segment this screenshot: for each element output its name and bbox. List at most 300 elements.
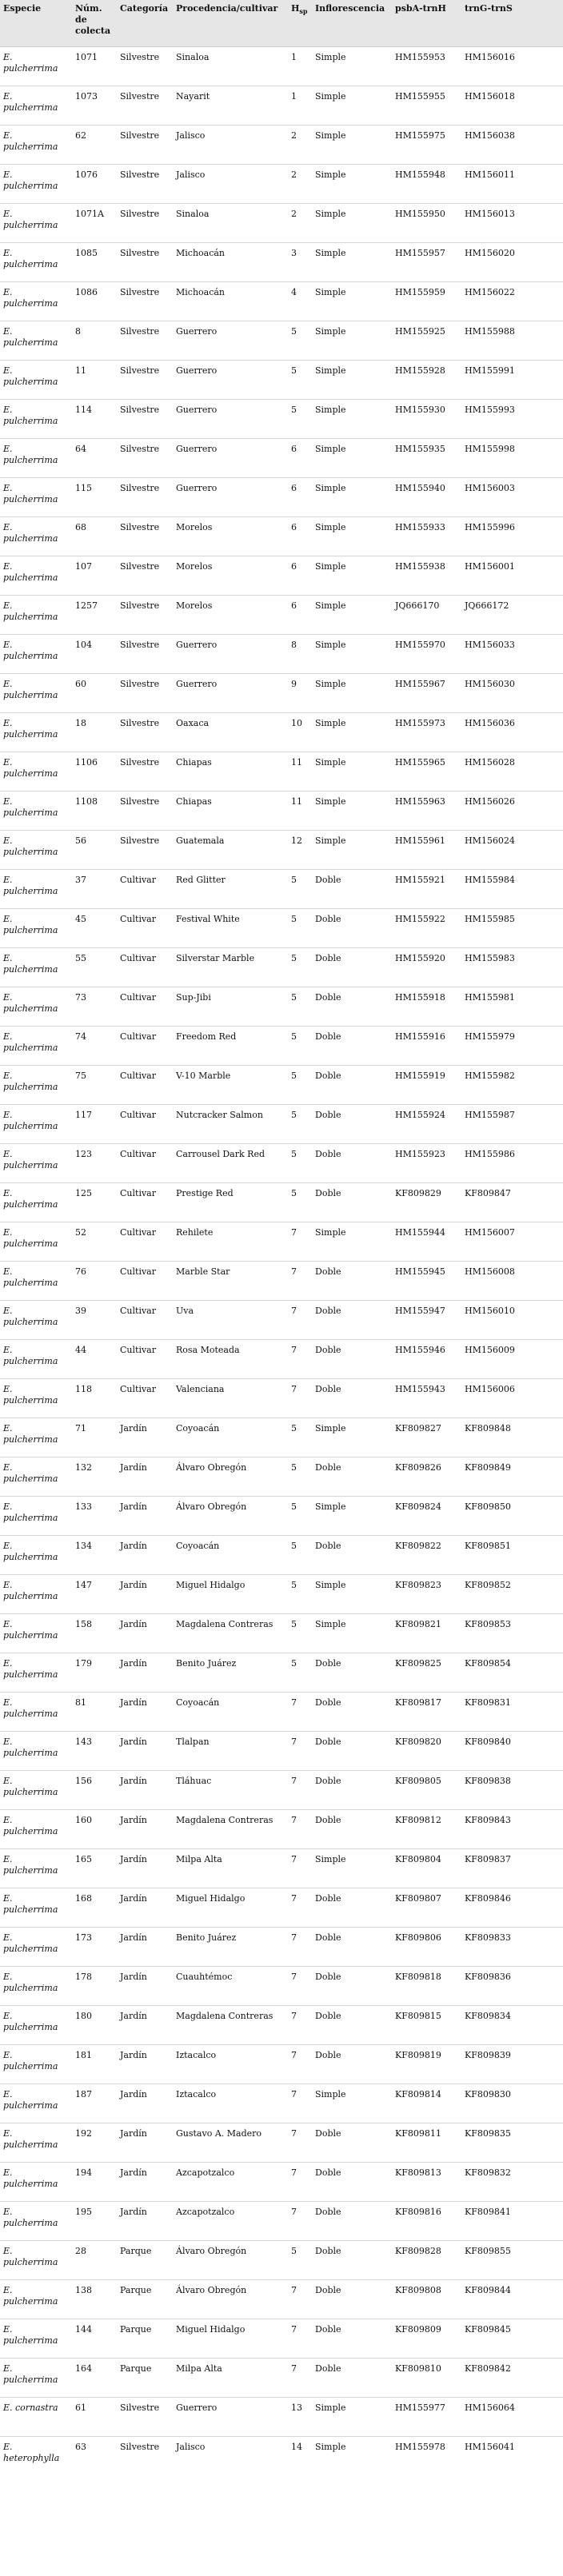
cell-origin: Jalisco	[173, 125, 288, 164]
cell-psba-trnh: KF809809	[392, 2319, 461, 2358]
cell-collection: 73	[72, 987, 117, 1026]
cell-trng-trns: HM155983	[461, 947, 563, 987]
cell-trng-trns: JQ666172	[461, 595, 563, 634]
table-row	[0, 2397, 563, 2436]
cell-trng-trns: HM156009	[461, 1339, 563, 1378]
cell-species: E. pulcherrima	[0, 1692, 72, 1731]
cell-collection: 156	[72, 1770, 117, 1809]
cell-species: E. pulcherrima	[0, 752, 72, 791]
table-row	[0, 673, 563, 712]
cell-species: E. pulcherrima	[0, 908, 72, 947]
cell-origin: Coyoacán	[173, 1535, 288, 1574]
cell-psba-trnh: HM155930	[392, 399, 461, 438]
cell-haplotype: 3	[288, 242, 312, 281]
cell-species: E. pulcherrima	[0, 203, 72, 242]
cell-inflorescence: Doble	[312, 1966, 392, 2005]
cell-species: E. pulcherrima	[0, 987, 72, 1026]
cell-species: E. pulcherrima	[0, 1065, 72, 1104]
cell-category: Cultivar	[117, 987, 173, 1026]
cell-species: E. pulcherrima	[0, 1731, 72, 1770]
cell-category: Jardín	[117, 1770, 173, 1809]
cell-trng-trns: HM156016	[461, 46, 563, 86]
cell-haplotype: 2	[288, 203, 312, 242]
table-row	[0, 2279, 563, 2319]
cell-inflorescence: Simple	[312, 673, 392, 712]
cell-origin: Nutcracker Salmon	[173, 1104, 288, 1143]
cell-species: E. pulcherrima	[0, 556, 72, 595]
cell-psba-trnh: KF809805	[392, 1770, 461, 1809]
cell-origin: Magdalena Contreras	[173, 1809, 288, 1848]
cell-species: E. pulcherrima	[0, 1457, 72, 1496]
cell-category: Cultivar	[117, 947, 173, 987]
cell-psba-trnh: JQ666170	[392, 595, 461, 634]
cell-psba-trnh: HM155924	[392, 1104, 461, 1143]
cell-inflorescence: Doble	[312, 2201, 392, 2240]
cell-haplotype: 5	[288, 399, 312, 438]
cell-haplotype: 7	[288, 2162, 312, 2201]
table-body	[0, 46, 563, 2475]
cell-collection: 144	[72, 2319, 117, 2358]
cell-trng-trns: HM156038	[461, 125, 563, 164]
cell-trng-trns: HM156020	[461, 242, 563, 281]
cell-inflorescence: Doble	[312, 1731, 392, 1770]
cell-origin: Azcapotzalco	[173, 2162, 288, 2201]
cell-psba-trnh: HM155940	[392, 477, 461, 516]
cell-category: Silvestre	[117, 830, 173, 869]
cell-inflorescence: Simple	[312, 2084, 392, 2123]
cell-inflorescence: Doble	[312, 1535, 392, 1574]
cell-category: Silvestre	[117, 673, 173, 712]
cell-category: Silvestre	[120, 2441, 160, 2452]
cell-trng-trns: KF809837	[461, 1848, 563, 1888]
cell-collection: 1086	[72, 281, 117, 321]
cell-collection: 143	[72, 1731, 117, 1770]
cell-species: E. pulcherrima	[0, 1770, 72, 1809]
cell-species: E. pulcherrima	[0, 869, 72, 908]
cell-category: Parque	[117, 2358, 173, 2397]
cell-trng-trns: HM155987	[461, 1104, 563, 1143]
cell-psba-trnh: KF809819	[392, 2044, 461, 2084]
cell-origin: Iztacalco	[173, 2084, 288, 2123]
cell-collection: 76	[72, 1261, 117, 1300]
cell-haplotype: 5	[288, 360, 312, 399]
cell-haplotype: 7	[288, 1731, 312, 1770]
cell-species: E. pulcherrima	[0, 46, 72, 86]
cell-haplotype: 2	[288, 125, 312, 164]
table-row	[0, 1457, 563, 1496]
cell-haplotype: 6	[288, 477, 312, 516]
cell-inflorescence: Simple	[312, 1496, 392, 1535]
cell-psba-trnh: HM155953	[392, 46, 461, 86]
cell-species: E. pulcherrima	[0, 1809, 72, 1848]
cell-category: Cultivar	[117, 1261, 173, 1300]
cell-inflorescence: Simple	[312, 242, 392, 281]
cell-psba-trnh: KF809814	[392, 2084, 461, 2123]
cell-haplotype: 7	[288, 1927, 312, 1966]
cell-haplotype: 5	[288, 1574, 312, 1613]
cell-inflorescence: Simple	[312, 203, 392, 242]
cell-haplotype: 5	[288, 1143, 312, 1182]
cell-category: Jardín	[117, 2162, 173, 2201]
cell-psba-trnh: KF809815	[392, 2005, 461, 2044]
cell-haplotype: 5	[288, 1182, 312, 1222]
cell-haplotype: 11	[288, 791, 312, 830]
cell-species: E. pulcherrima	[0, 2005, 72, 2044]
cell-haplotype: 7	[288, 1339, 312, 1378]
cell-inflorescence: Doble	[312, 1300, 392, 1339]
cell-category: Cultivar	[117, 1378, 173, 1418]
cell-collection: 164	[72, 2358, 117, 2397]
cell-origin: Álvaro Obregón	[173, 1457, 288, 1496]
cell-haplotype: 6	[288, 556, 312, 595]
cell-species: E. pulcherrima	[0, 281, 72, 321]
cell-origin: Guerrero	[173, 321, 288, 360]
cell-inflorescence: Simple	[312, 2397, 392, 2436]
cell-haplotype: 7	[288, 1848, 312, 1888]
table-row	[0, 2123, 563, 2162]
cell-category: Jardín	[117, 2123, 173, 2162]
cell-inflorescence: Simple	[312, 1613, 392, 1653]
table-row	[0, 1339, 563, 1378]
cell-inflorescence: Simple	[312, 595, 392, 634]
table-row	[0, 1496, 563, 1535]
table-row	[0, 791, 563, 830]
cell-category: Silvestre	[117, 752, 173, 791]
cell-collection: 132	[72, 1457, 117, 1496]
cell-psba-trnh: HM155938	[392, 556, 461, 595]
cell-species: E. pulcherrima	[0, 125, 72, 164]
cell-collection: 61	[72, 2397, 117, 2436]
cell-psba-trnh: KF809813	[392, 2162, 461, 2201]
cell-haplotype: 5	[288, 1653, 312, 1692]
cell-trng-trns: HM155986	[461, 1143, 563, 1182]
cell-trng-trns: KF809836	[461, 1966, 563, 2005]
table-row	[0, 947, 563, 987]
cell-psba-trnh: HM155970	[392, 634, 461, 673]
cell-category: Jardín	[117, 1731, 173, 1770]
cell-origin: Magdalena Contreras	[173, 1613, 288, 1653]
cell-collection: 1071A	[72, 203, 117, 242]
cell-haplotype: 5	[288, 1418, 312, 1457]
table-row	[0, 2319, 563, 2358]
cell-inflorescence: Simple	[312, 556, 392, 595]
cell-species: E. pulcherrima	[0, 947, 72, 987]
cell-category: Silvestre	[117, 595, 173, 634]
cell-category: Cultivar	[117, 1143, 173, 1182]
cell-category: Jardín	[117, 1613, 173, 1653]
cell-trng-trns: HM156022	[461, 281, 563, 321]
cell-trng-trns: HM155982	[461, 1065, 563, 1104]
cell-psba-trnh: KF809810	[392, 2358, 461, 2397]
cell-haplotype: 5	[288, 1613, 312, 1653]
cell-species: E. pulcherrima	[0, 1613, 72, 1653]
cell-collection: 52	[72, 1222, 117, 1261]
cell-trng-trns: HM156026	[461, 791, 563, 830]
cell-species: E. pulcherrima	[0, 86, 72, 125]
cell-category: Jardín	[117, 1653, 173, 1692]
cell-origin: Coyoacán	[173, 1418, 288, 1457]
table-row	[0, 987, 563, 1026]
cell-collection: 44	[72, 1339, 117, 1378]
cell-trng-trns: HM156030	[461, 673, 563, 712]
cell-origin: Nayarit	[173, 86, 288, 125]
cell-psba-trnh: HM155918	[392, 987, 461, 1026]
cell-psba-trnh: HM155916	[392, 1026, 461, 1065]
cell-collection: 178	[72, 1966, 117, 2005]
cell-trng-trns: KF809832	[461, 2162, 563, 2201]
cell-origin: Azcapotzalco	[173, 2201, 288, 2240]
cell-origin: Guerrero	[173, 2397, 288, 2436]
cell-trng-trns: KF809839	[461, 2044, 563, 2084]
table-row	[0, 2201, 563, 2240]
cell-species: E. pulcherrima	[0, 2358, 72, 2397]
cell-inflorescence: Doble	[312, 2279, 392, 2319]
cell-category: Silvestre	[117, 164, 173, 203]
cell-origin: Cuauhtémoc	[173, 1966, 288, 2005]
table-row	[0, 1104, 563, 1143]
table-row	[0, 1809, 563, 1848]
cell-collection: 195	[72, 2201, 117, 2240]
table-row	[0, 1065, 563, 1104]
cell-origin: Coyoacán	[173, 1692, 288, 1731]
cell-category: Silvestre	[117, 281, 173, 321]
cell-category: Jardín	[117, 1848, 173, 1888]
table-row	[0, 281, 563, 321]
cell-inflorescence: Doble	[312, 1104, 392, 1143]
cell-origin: Festival White	[173, 908, 288, 947]
cell-trng-trns: KF809850	[461, 1496, 563, 1535]
cell-haplotype: 5	[288, 321, 312, 360]
table-row	[0, 712, 563, 752]
cell-origin: Guerrero	[173, 360, 288, 399]
cell-collection: 179	[72, 1653, 117, 1692]
cell-collection: 68	[72, 516, 117, 556]
cell-inflorescence: Simple	[312, 1418, 392, 1457]
table-row	[0, 2162, 563, 2201]
cell-species: E. pulcherrima	[0, 1888, 72, 1927]
cell-collection: 118	[72, 1378, 117, 1418]
cell-species: E. pulcherrima	[0, 1378, 72, 1418]
cell-collection: 1073	[72, 86, 117, 125]
cell-origin: Jalisco	[176, 2441, 206, 2452]
cell-trng-trns: HM156007	[461, 1222, 563, 1261]
cell-category: Cultivar	[117, 1339, 173, 1378]
table-row	[0, 595, 563, 634]
cell-origin: Guerrero	[173, 634, 288, 673]
cell-collection: 1257	[72, 595, 117, 634]
cell-haplotype: 7	[288, 2123, 312, 2162]
table-row	[0, 2084, 563, 2123]
cell-inflorescence: Doble	[312, 2162, 392, 2201]
header-haplotype-sub: sp	[299, 7, 308, 16]
cell-species: E. pulcherrima	[0, 360, 72, 399]
cell-category: Parque	[117, 2319, 173, 2358]
cell-species: E. cornastra	[0, 2397, 72, 2436]
cell-collection: 115	[72, 477, 117, 516]
cell-inflorescence: Simple	[312, 360, 392, 399]
cell-inflorescence: Doble	[312, 1888, 392, 1927]
cell-trng-trns: KF809844	[461, 2279, 563, 2319]
cell-trng-trns: KF809847	[461, 1182, 563, 1222]
cell-psba-trnh: HM155963	[392, 791, 461, 830]
cell-trng-trns: HM156028	[461, 752, 563, 791]
cell-collection: 81	[72, 1692, 117, 1731]
cell-category: Cultivar	[117, 1026, 173, 1065]
cell-trng-trns: KF809854	[461, 1653, 563, 1692]
cell-psba-trnh: HM155933	[392, 516, 461, 556]
cell-inflorescence: Doble	[312, 2005, 392, 2044]
cell-collection: 114	[72, 399, 117, 438]
cell-species: E. pulcherrima	[0, 595, 72, 634]
cell-origin: Valenciana	[173, 1378, 288, 1418]
cell-inflorescence: Simple	[312, 125, 392, 164]
cell-species: E. pulcherrima	[0, 477, 72, 516]
cell-origin: Uva	[173, 1300, 288, 1339]
cell-collection: 180	[72, 2005, 117, 2044]
cell-psba-trnh: HM155944	[392, 1222, 461, 1261]
cell-psba-trnh: KF809828	[392, 2240, 461, 2279]
cell-collection: 74	[72, 1026, 117, 1065]
cell-haplotype: 7	[288, 1261, 312, 1300]
cell-psba-trnh: HM155955	[392, 86, 461, 125]
cell-species: E. pulcherrima	[0, 1496, 72, 1535]
cell-inflorescence: Doble	[312, 2240, 392, 2279]
cell-psba-trnh: HM155957	[392, 242, 461, 281]
cell-collection: 1076	[72, 164, 117, 203]
cell-collection: 123	[72, 1143, 117, 1182]
cell-origin: Guerrero	[173, 399, 288, 438]
cell-collection: 37	[72, 869, 117, 908]
cell-inflorescence: Doble	[312, 1809, 392, 1848]
cell-origin: Magdalena Contreras	[173, 2005, 288, 2044]
cell-psba-trnh: KF809827	[392, 1418, 461, 1457]
cell-inflorescence: Simple	[312, 281, 392, 321]
cell-psba-trnh: KF809822	[392, 1535, 461, 1574]
cell-inflorescence: Simple	[312, 46, 392, 86]
cell-origin: Marble Star	[173, 1261, 288, 1300]
cell-inflorescence: Simple	[312, 791, 392, 830]
cell-haplotype: 5	[288, 1065, 312, 1104]
cell-trng-trns: KF809843	[461, 1809, 563, 1848]
cell-trng-trns: KF809838	[461, 1770, 563, 1809]
cell-origin: Morelos	[173, 556, 288, 595]
cell-origin: Álvaro Obregón	[173, 2279, 288, 2319]
cell-origin: Morelos	[173, 516, 288, 556]
cell-trng-trns: KF809855	[461, 2240, 563, 2279]
cell-species: E. pulcherrima	[0, 1848, 72, 1888]
cell-haplotype: 4	[288, 281, 312, 321]
cell-psba-trnh: KF809818	[392, 1966, 461, 2005]
cell-trng-trns: KF809846	[461, 1888, 563, 1927]
cell-trng-trns: HM156013	[461, 203, 563, 242]
table-row	[0, 1300, 563, 1339]
cell-species: E. pulcherrima	[0, 1339, 72, 1378]
cell-inflorescence: Doble	[312, 1182, 392, 1222]
cell-origin: Morelos	[173, 595, 288, 634]
table-row	[0, 399, 563, 438]
cell-haplotype: 7	[288, 2358, 312, 2397]
cell-haplotype: 7	[288, 2084, 312, 2123]
cell-inflorescence: Doble	[312, 2319, 392, 2358]
cell-haplotype: 5	[288, 1496, 312, 1535]
cell-psba-trnh: HM155946	[392, 1339, 461, 1378]
cell-category: Silvestre	[117, 516, 173, 556]
cell-inflorescence: Simple	[312, 86, 392, 125]
cell-trng-trns: KF809845	[461, 2319, 563, 2358]
cell-collection: 194	[72, 2162, 117, 2201]
header-psba-trnh: psbA-trnH	[392, 0, 461, 46]
cell-psba-trnh: KF809821	[392, 1613, 461, 1653]
cell-origin: V-10 Marble	[173, 1065, 288, 1104]
cell-haplotype: 7	[288, 2044, 312, 2084]
table-row	[0, 1143, 563, 1182]
table-row	[0, 1692, 563, 1731]
cell-psba-trnh: KF809820	[392, 1731, 461, 1770]
table-row	[0, 1418, 563, 1457]
cell-haplotype: 7	[288, 1222, 312, 1261]
cell-origin: Rehilete	[173, 1222, 288, 1261]
cell-collection: 45	[72, 908, 117, 947]
table-row	[0, 1026, 563, 1065]
cell-collection: 62	[72, 125, 117, 164]
cell-inflorescence: Doble	[312, 987, 392, 1026]
cell-species: E. pulcherrima	[0, 2319, 72, 2358]
cell-psba-trnh: HM155920	[392, 947, 461, 987]
cell-trng-trns: HM156036	[461, 712, 563, 752]
cell-haplotype: 7	[288, 1966, 312, 2005]
cell-psba-trnh: HM155943	[392, 1378, 461, 1418]
table-row	[0, 1378, 563, 1418]
cell-trng-trns: HM155979	[461, 1026, 563, 1065]
cell-haplotype: 7	[288, 1378, 312, 1418]
cell-origin: Red Glitter	[173, 869, 288, 908]
cell-trng-trns: HM156006	[461, 1378, 563, 1418]
cell-trng-trns: HM155991	[461, 360, 563, 399]
cell-trng-trns: KF809851	[461, 1535, 563, 1574]
cell-category: Silvestre	[117, 46, 173, 86]
cell-species: E. pulcherrima	[0, 1222, 72, 1261]
cell-category: Jardín	[117, 2201, 173, 2240]
table-row	[0, 869, 563, 908]
cell-origin: Guerrero	[173, 438, 288, 477]
table-row	[0, 125, 563, 164]
cell-category: Parque	[117, 2240, 173, 2279]
cell-origin: Guerrero	[173, 673, 288, 712]
cell-psba-trnh: KF809825	[392, 1653, 461, 1692]
cell-category: Jardín	[117, 1457, 173, 1496]
cell-inflorescence: Doble	[312, 2044, 392, 2084]
header-haplotype-main: H	[291, 3, 300, 14]
cell-category: Jardín	[117, 2084, 173, 2123]
table-row	[0, 2436, 563, 2475]
cell-origin: Iztacalco	[173, 2044, 288, 2084]
cell-trng-trns: HM156064	[461, 2397, 563, 2436]
table-row	[0, 1927, 563, 1966]
cell-trng-trns: KF809849	[461, 1457, 563, 1496]
cell-species: E. pulcherrima	[0, 634, 72, 673]
cell-haplotype: 5	[288, 908, 312, 947]
cell-inflorescence: Doble	[312, 869, 392, 908]
cell-collection: 64	[72, 438, 117, 477]
cell-haplotype: 1	[288, 86, 312, 125]
cell-species: E. pulcherrima	[0, 791, 72, 830]
cell-trng-trns: HM156018	[461, 86, 563, 125]
table-row	[0, 242, 563, 281]
cell-haplotype: 5	[288, 1026, 312, 1065]
cell-inflorescence: Doble	[312, 1692, 392, 1731]
cell-category: Silvestre	[117, 438, 173, 477]
cell-haplotype: 7	[288, 2319, 312, 2358]
